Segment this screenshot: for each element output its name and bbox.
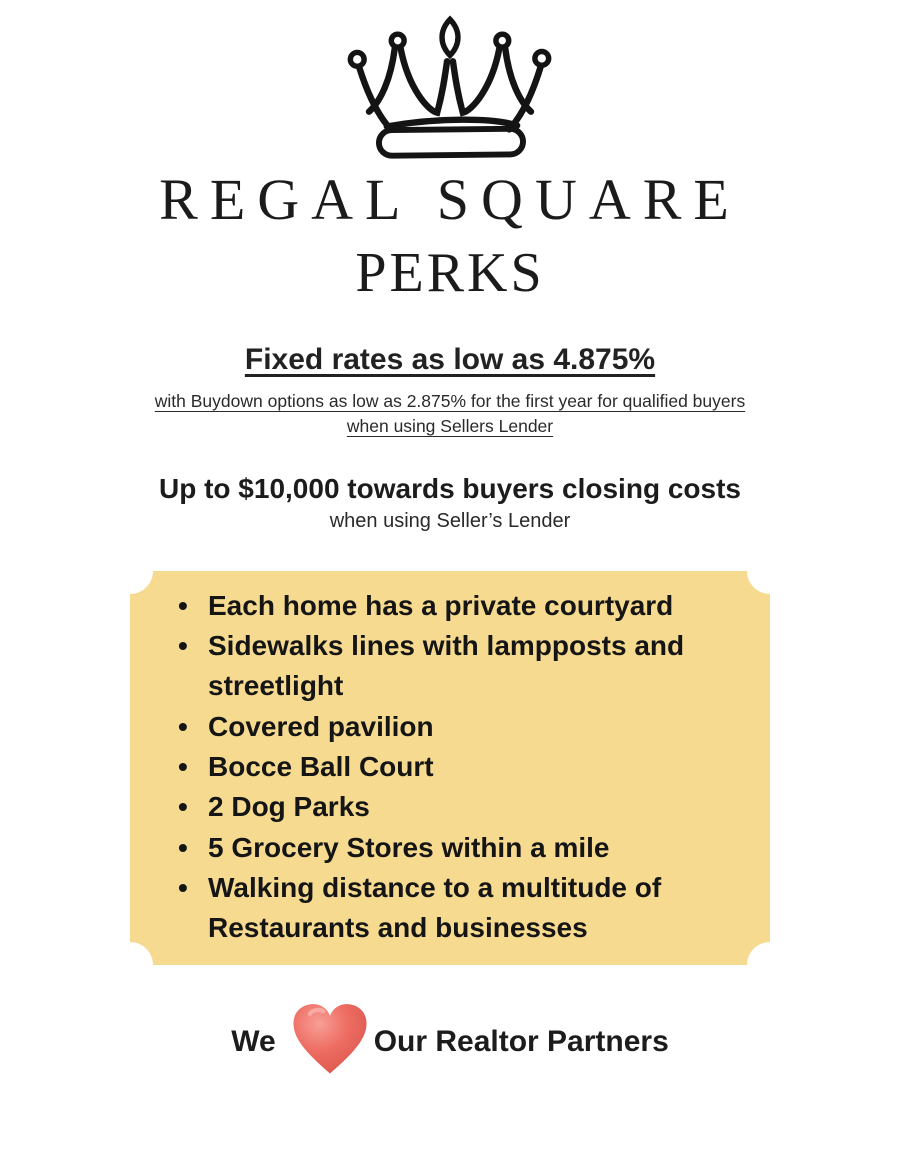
realtor-partners-line: [0, 1005, 900, 1079]
perks-box: [130, 571, 770, 965]
rate-offer: [0, 343, 900, 440]
closing-subline: when using Seller’s Lender: [329, 509, 571, 532]
rate-details: [100, 389, 800, 440]
perk-item: • Sidewalks lines with lampposts and streetlight: [176, 626, 742, 707]
closing-headline: Up to $10,000 towards buyers closing costs: [159, 472, 741, 504]
perk-item: • Each home has a private courtyard: [176, 586, 742, 626]
flyer-page: [0, 12, 900, 1176]
brand-subtitle: PERKS: [355, 242, 545, 304]
corner-notch: [747, 942, 793, 988]
perk-item: • 2 Dog Parks: [176, 787, 742, 827]
perk-item: • Walking distance to a multitude of Restaurants and businesses: [176, 868, 742, 949]
footer-suffix: Our Realtor Partners: [373, 1024, 669, 1058]
crown-icon: [341, 12, 559, 162]
corner-notch: [747, 548, 793, 594]
perks-list: [176, 586, 742, 949]
perk-item: • Bocce Ball Court: [176, 747, 742, 787]
brand-title: REGAL SQUARE: [159, 167, 741, 232]
closing-cost-offer: [0, 473, 900, 533]
corner-notch: [107, 548, 153, 594]
rate-detail-line2: when using Sellers Lender: [346, 416, 554, 437]
corner-notch: [107, 942, 153, 988]
perk-item: • 5 Grocery Stores within a mile: [176, 828, 742, 868]
footer-prefix: We: [231, 1024, 276, 1058]
perk-item: • Covered pavilion: [176, 707, 742, 747]
rate-headline: Fixed rates as low as 4.875%: [244, 343, 656, 376]
heart-icon: [288, 999, 372, 1079]
rate-detail-line1: with Buydown options as low as 2.875% for the first year for qualified buyers: [154, 391, 746, 411]
